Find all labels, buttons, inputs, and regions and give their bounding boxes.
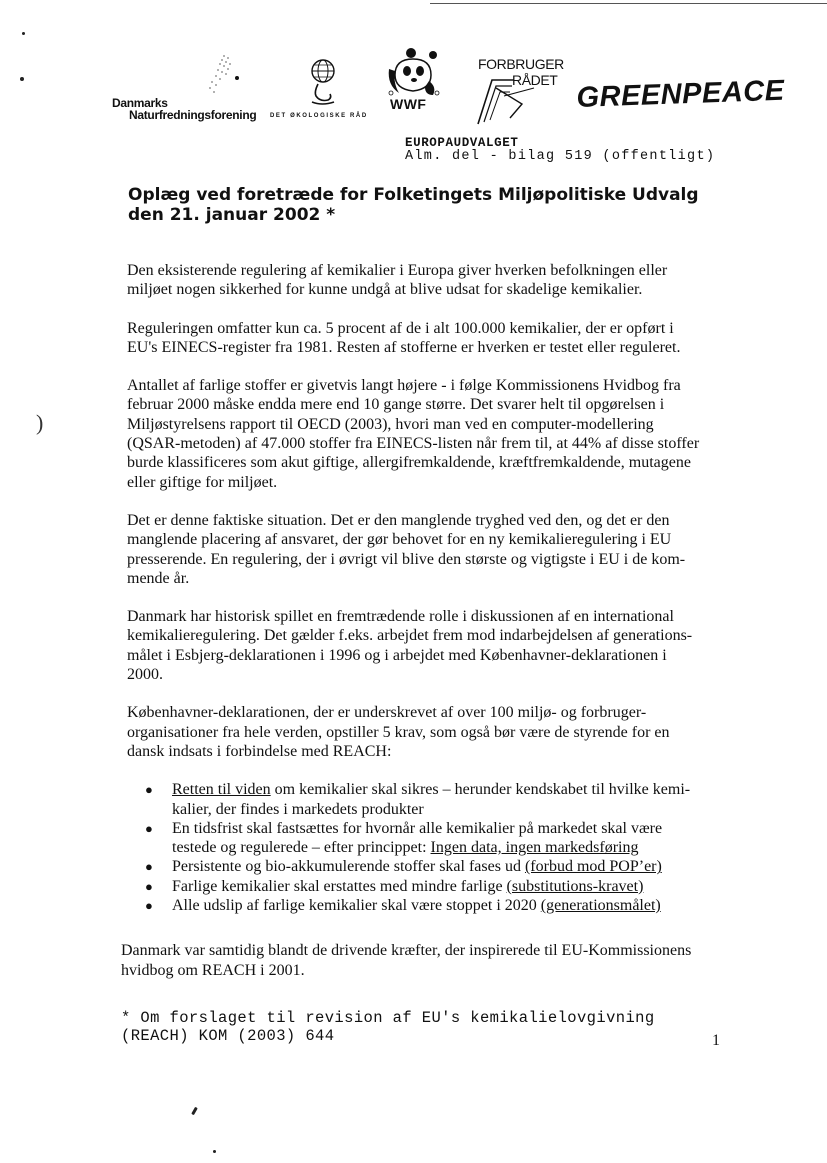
paragraph-line: målet i Esbjerg-deklarationen i 1996 og i arbejdet med Københavner-deklarationen i xyxy=(127,646,667,664)
panda-icon xyxy=(385,45,443,97)
dn-logo-text-line1: Danmarks xyxy=(112,96,168,110)
scan-edge-line xyxy=(430,3,827,4)
paragraph-line: presserende. En regulering, der i øvrigt vil blive den største og vigtigste i EU i de kom- xyxy=(127,550,686,568)
paragraph-line: dansk indsats i forbindelse med REACH: xyxy=(127,742,392,760)
bullet-icon: ● xyxy=(145,820,153,836)
paragraph-line: eller giftige for miljøet. xyxy=(127,473,278,491)
paragraph xyxy=(127,319,737,358)
paragraph-line: 2000. xyxy=(127,666,163,684)
list-item-line xyxy=(172,838,737,857)
paragraph-line: organisationer fra hele verden, opstiller 5 krav, som også bør være de styrende for en xyxy=(127,723,670,741)
title-line: Oplæg ved foretræde for Folketingets Miljøpolitiske Udvalg xyxy=(128,185,699,205)
list-item-line xyxy=(172,877,737,896)
list-item-text: Alle udslip af farlige kemikalier skal være stoppet i 2020 xyxy=(172,897,541,915)
paragraph-line: EU's EINECS-register fra 1981. Resten af stofferne er hverken er testet eller reguleret. xyxy=(127,338,681,356)
wwf-logo-text: WWF xyxy=(390,96,427,112)
margin-mark: ) xyxy=(36,410,44,435)
scan-speck xyxy=(191,1107,198,1115)
paragraph-line: manglende placering af ansvaret, der gør behovet for en ny kemikalieregulering i EU xyxy=(127,531,672,549)
paragraph-line: Københavner-deklarationen, der er underskrevet af over 100 miljø- og forbruger- xyxy=(127,704,647,722)
footnote xyxy=(121,1009,655,1045)
closing-paragraph xyxy=(121,941,691,980)
paragraph xyxy=(127,703,737,761)
greenpeace-logo-text: GREENPEACE xyxy=(576,74,786,114)
greenpeace-logo xyxy=(576,74,786,122)
list-item-line: En tidsfrist skal fastsættes for hvornår alle kemikalier på markedet skal være xyxy=(172,819,663,837)
paragraph-line: Miljøstyrelsens rapport til OECD (2003), hvori man ved en computer-modellering xyxy=(127,415,654,433)
title-line: den 21. januar 2002 * xyxy=(128,205,336,225)
document-body xyxy=(127,261,737,934)
paragraph-line: Det er denne faktiske situation. Det er den manglende tryghed ved den, og det er den xyxy=(127,511,670,529)
paragraph-line: februar 2000 måske endda mere end 10 gange større. Det svarer helt til opgørelsen i xyxy=(127,396,665,414)
list-item-line: kalier, der findes i markedets produkter xyxy=(172,800,424,818)
paragraph-line: mende år. xyxy=(127,569,190,587)
forbrugerradet-text-line2: RÅDET xyxy=(512,72,558,88)
paragraph-line: (QSAR-metoden) af 47.000 stoffer fra EINECS-listen når frem til, at 44% af disse stoffer xyxy=(127,435,700,453)
document-title xyxy=(128,185,699,225)
underlined-text: (forbud mod POP’er) xyxy=(524,858,662,876)
list-item xyxy=(127,819,737,858)
bullet-icon: ● xyxy=(145,878,153,894)
footnote-line: * Om forslaget til revision af EU's kemikalielovgivning xyxy=(121,1009,655,1027)
list-item-line xyxy=(172,857,737,876)
det-okologiske-rad-logo xyxy=(270,58,390,124)
bullet-icon: ● xyxy=(145,898,153,914)
scan-speck xyxy=(20,77,24,81)
list-item xyxy=(127,857,737,876)
dn-dotted-emblem-icon xyxy=(204,52,244,94)
dor-logo-text: DET ØKOLOGISKE RÅD xyxy=(270,113,368,119)
scan-speck xyxy=(213,1150,216,1153)
paragraph-line: Danmark har historisk spillet en fremtrædende rolle i diskussionen af en international xyxy=(127,608,674,626)
forbrugerradet-logo xyxy=(472,56,572,126)
footnote-line: (REACH) KOM (2003) 644 xyxy=(121,1027,335,1045)
list-item-text: Farlige kemikalier skal erstattes med mindre farlige xyxy=(172,877,507,895)
underlined-text: (substitutions-kravet) xyxy=(506,877,644,895)
forbrugerradet-text-line1: FORBRUGER xyxy=(478,56,564,72)
list-item xyxy=(127,896,737,915)
underlined-text: (generationsmålet) xyxy=(540,897,661,915)
list-item-line xyxy=(172,780,737,799)
annex-reference: Alm. del - bilag 519 (offentligt) xyxy=(405,149,716,164)
underlined-text: Ingen data, ingen markedsføring xyxy=(430,839,639,857)
paragraph-line: Den eksisterende regulering af kemikalier i Europa giver hverken befolkningen eller xyxy=(127,262,668,279)
paragraph xyxy=(127,607,737,684)
demands-list xyxy=(127,780,737,915)
list-item xyxy=(127,780,737,819)
paragraph xyxy=(127,376,737,492)
paragraph-line: kemikalieregulering. Det gælder f.eks. arbejdet frem mod indarbejdelsen af generations- xyxy=(127,627,693,645)
scan-speck xyxy=(22,32,25,35)
list-item-line xyxy=(172,896,737,915)
forbrugerradet-emblem-icon xyxy=(474,74,544,126)
underlined-text: Retten til viden xyxy=(172,781,271,799)
paragraph-line: Danmark var samtidig blandt de drivende kræfter, der inspirerede til EU-Kommissionens xyxy=(121,942,692,959)
paragraph-line: Antallet af farlige stoffer er givetvis langt højere - i følge Kommissionens Hvidbog fra xyxy=(127,377,681,395)
paragraph-line: hvidbog om REACH i 2001. xyxy=(121,961,305,979)
committee-reference: EUROPAUDVALGET xyxy=(405,136,519,150)
paragraph-line: burde klassificeres som akut giftige, allergifremkaldende, kræftfremkaldende, mutagene xyxy=(127,454,691,472)
list-item-text: testede og regulerede – efter princippet: xyxy=(172,839,431,857)
bullet-icon: ● xyxy=(145,859,153,875)
danmarks-naturfredningsforening-logo xyxy=(112,52,287,124)
paragraph-line: miljøet nogen sikkerhed for kunne undgå at blive udsat for skadelige kemikalier. xyxy=(127,281,643,299)
list-item xyxy=(127,877,737,896)
paragraph xyxy=(127,511,737,588)
list-item-text: Persistente og bio-akkumulerende stoffer skal fases ud xyxy=(172,858,525,876)
wwf-logo xyxy=(385,45,447,117)
paragraph-line: Reguleringen omfatter kun ca. 5 procent af de i alt 100.000 kemikalier, der er opført i xyxy=(127,319,674,337)
dn-logo-text-line2: Naturfredningsforening xyxy=(129,108,257,122)
paragraph xyxy=(127,261,737,300)
list-item-text: om kemikalier skal sikres – herunder kendskabet til hvilke kemi- xyxy=(270,781,691,799)
bullet-icon: ● xyxy=(145,782,153,798)
page-number: 1 xyxy=(712,1032,720,1049)
globe-figure-icon xyxy=(306,58,340,108)
